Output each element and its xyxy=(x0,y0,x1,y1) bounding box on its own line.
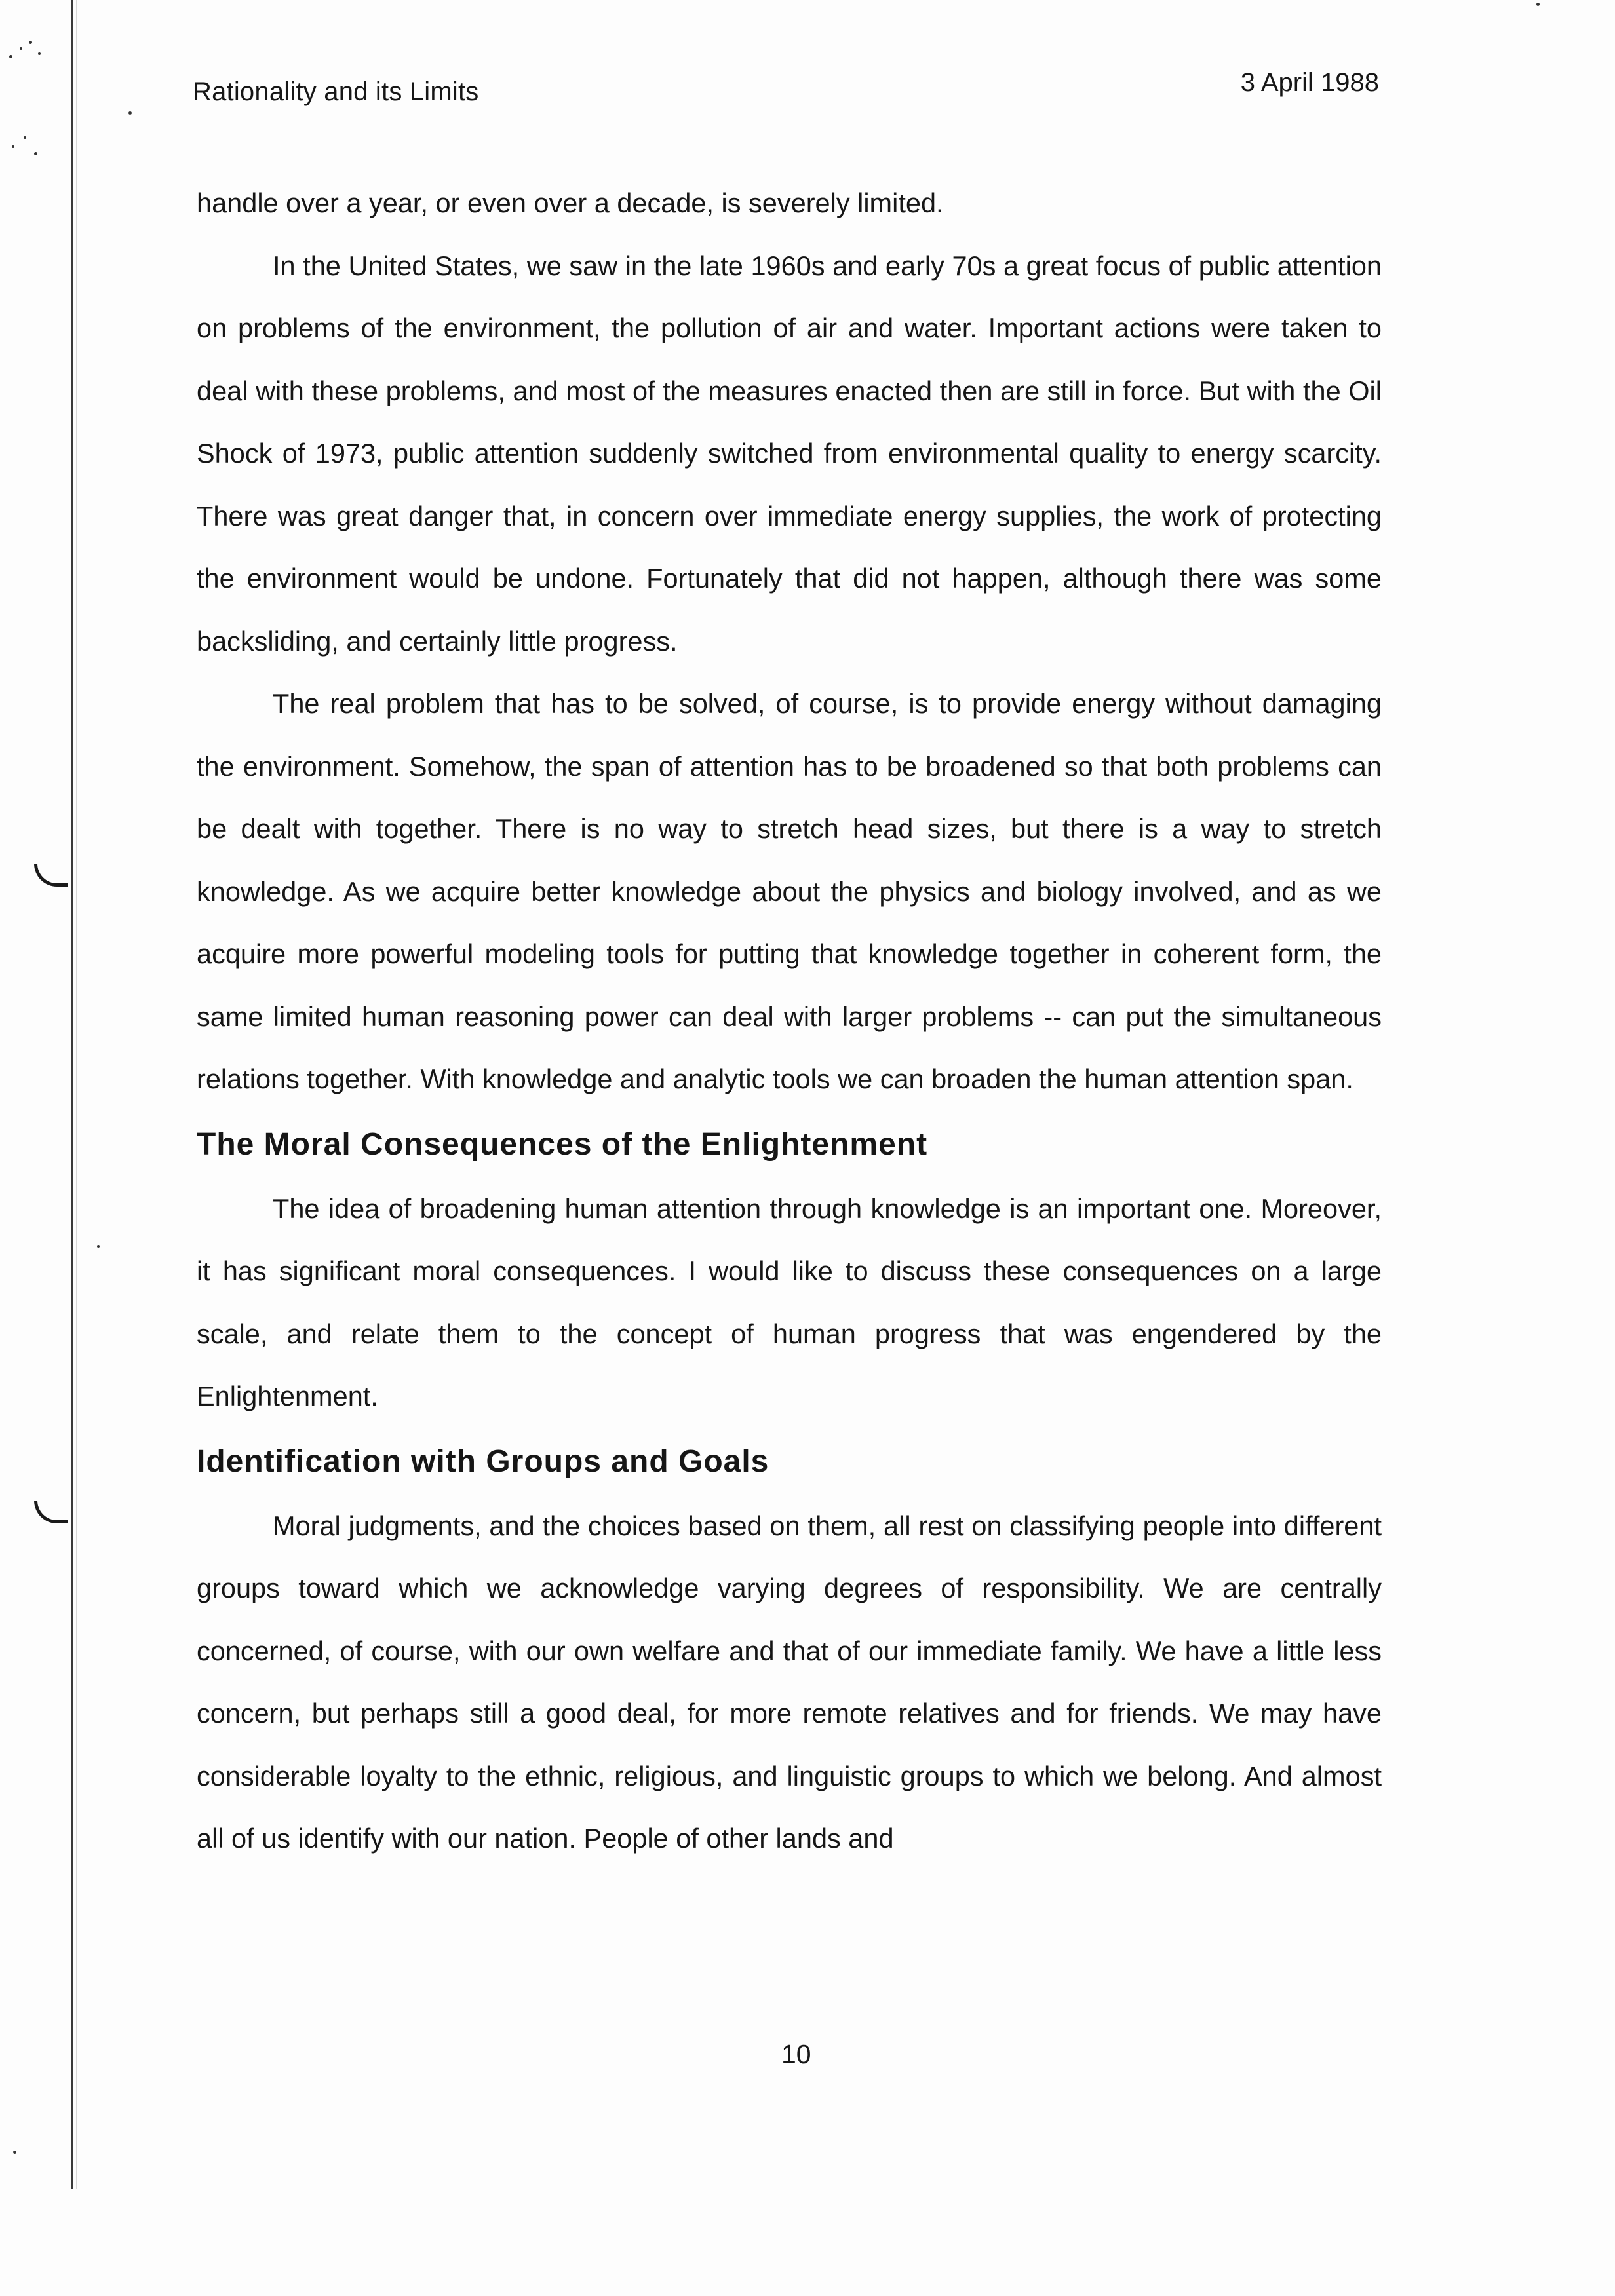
page-number: 10 xyxy=(781,2039,811,2069)
scan-speck xyxy=(24,136,26,139)
margin-bracket-mark xyxy=(34,864,68,887)
scan-speck xyxy=(1536,3,1540,6)
paragraph: handle over a year, or even over a decade, is severely limited. xyxy=(197,187,944,218)
running-header-date: 3 April 1988 xyxy=(1240,68,1379,97)
paragraph: The real problem that has to be solved, of course, is to provide energy without damaging the environment. Somehow, the span of attention has to be broadened so that both problems can be dealt with together. There is no way to stretch head sizes, but there is a way to stretch knowledge. As we acquire better knowledge about the physics and biology involved, and as we acquire more powerful modeling tools for putting that knowledge together in coherent form, the same limited human reasoning power can deal with larger problems -- can put the simultaneous relations together. With knowledge and analytic tools we can broaden the human attention span. xyxy=(197,688,1382,1094)
running-header-title: Rationality and its Limits xyxy=(193,77,479,106)
section-heading: The Moral Consequences of the Enlightenment xyxy=(197,1126,928,1162)
body-text xyxy=(197,172,1382,1870)
scan-speck xyxy=(128,111,132,115)
paragraph: Moral judgments, and the choices based on them, all rest on classifying people into different groups toward which we acknowledge varying degrees of responsibility. We are centrally concerned, of course, with our own welfare and that of our immediate family. We have a little less concern, but perhaps still a good deal, for more remote relatives and for friends. We may have considerable loyalty to the ethnic, religious, and linguistic groups to which we belong. And almost all of us identify with our nation. People of other lands and xyxy=(197,1510,1382,1854)
binding-margin-line xyxy=(71,0,73,2189)
paragraph: In the United States, we saw in the late 1960s and early 70s a great focus of public attention on problems of the environment, the pollution of air and water. Important actions were taken to deal with these problems, and most of the measures enacted then are still in force. But with the Oil Shock of 1973, public attention suddenly switched from environmental quality to energy scarcity. There was great danger that, in concern over immediate energy supplies, the work of protecting the environment would be undone. Fortunately that did not happen, although there was some backsliding, and certainly little progress. xyxy=(197,250,1382,657)
section-heading: Identification with Groups and Goals xyxy=(197,1444,769,1479)
scan-speck xyxy=(34,152,37,155)
scan-speck xyxy=(97,1245,100,1248)
scan-speck xyxy=(29,41,32,44)
scan-speck xyxy=(12,145,14,148)
margin-bracket-mark xyxy=(34,1501,68,1523)
paragraph: The idea of broadening human attention through knowledge is an important one. Moreover, it has significant moral consequences. I would like to discuss these consequences on a large scale, and relate them to the concept of human progress that was engendered by the Enlightenment. xyxy=(197,1193,1382,1411)
scan-speck xyxy=(38,52,41,55)
scan-speck xyxy=(20,47,22,50)
binding-margin-shadow xyxy=(76,0,77,2189)
scan-speck xyxy=(13,2151,16,2154)
scan-speck xyxy=(9,55,12,58)
